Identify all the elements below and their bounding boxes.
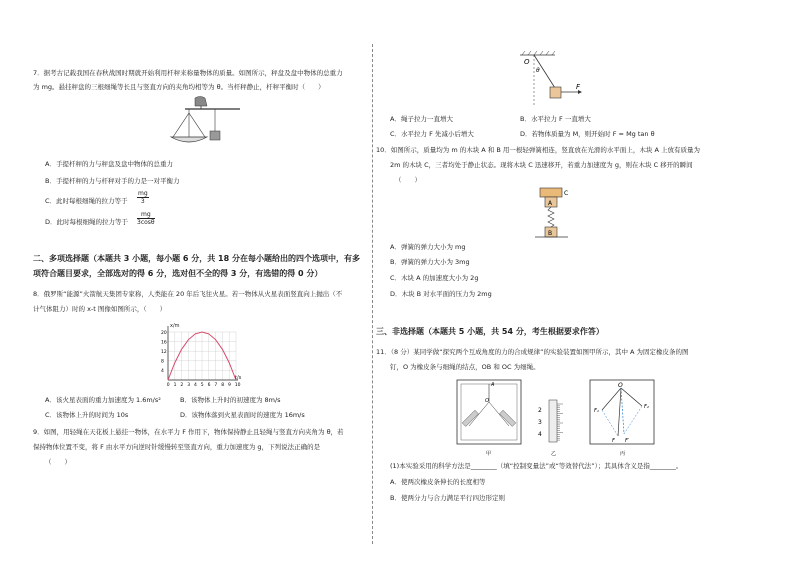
q8-stem-line2: 计气体阻力）时的 x-t 图像如图所示，（ ） xyxy=(33,305,167,313)
hand-icon xyxy=(195,97,207,107)
q10-option-a: A．弹簧的弹力大小为 mg xyxy=(390,243,466,251)
q11-option-b: B．使两分力与合力满足平行四边形定则 xyxy=(390,494,505,502)
q11-stem-line1: 11．（8 分）某同学做“探究两个互成角度的力的合成规律”的实验装置如图甲所示，其中 A 为固定橡皮条的图 xyxy=(376,348,689,356)
scale-label-2: 2 xyxy=(538,407,542,414)
label-c: C xyxy=(564,190,569,197)
q8-option-c: C．该物体上升的时间为 10s xyxy=(45,411,129,419)
figure-yi-caption: 乙 xyxy=(551,451,557,457)
x-tick-label: 10 xyxy=(234,383,241,388)
x-tick-label: 7 xyxy=(214,383,218,388)
y-tick-label: 12 xyxy=(161,350,167,355)
x-tick-label: 0 xyxy=(166,383,170,388)
q7-option-d-fraction: $\frac{mg}{3\cos\theta}$ xyxy=(137,211,155,226)
q9-stem-line2: 保持物体位置不变，将 F 由水平方向逆时针缓慢转至竖直方向，重力加速度为 g，下列说法正确的是 xyxy=(33,443,321,451)
label-theta: θ xyxy=(536,67,540,74)
q7-steelyard-figure xyxy=(165,95,245,150)
label-f2: F₂ xyxy=(644,404,649,410)
section2-heading-line2: 项符合题目要求，全部选对的得 6 分，选对但不全的得 3 分，有选错的得 0 分） xyxy=(33,269,323,278)
q7-option-b: B．手提杆秤的力与杆秤对手的力是一对平衡力 xyxy=(45,177,180,185)
x-tick-label: 8 xyxy=(221,383,225,388)
q10-stem-line2: 2m 的木块 C，三者均处于静止状态。现将木块 C 迅速移开，若重力加速度为 g，则在木块 C 移开的瞬间 xyxy=(390,161,693,169)
q10-stem-line3: （ ） xyxy=(395,176,421,184)
x-tick-label: 2 xyxy=(180,383,184,388)
q7-stem-line2: 为 mg。悬挂秤盘的三根细绳等长且与竖直方向的夹角均相等为 θ。当杆秤静止，杆秤平衡时（ ） xyxy=(33,83,325,91)
svg-text:O: O xyxy=(618,382,623,389)
y-tick-label: 20 xyxy=(161,330,167,336)
q9-stem-line1: 9．如图，用轻绳在天花板上悬挂一物体，在水平力 F 作用下，物体保持静止且轻绳与竖直方向夹角为 θ，若 xyxy=(33,428,344,436)
q9-option-a: A．绳子拉力一直增大 xyxy=(390,115,453,123)
q11-sub1: (1)本实验采用的科学方法是________（填“控制变量法”或“等效替代法”）；其具体含义是指________。 xyxy=(390,462,683,470)
q7-stem-line1: 7．据考古记载我国在春秋战国时期就开始利用杆秤来称量物体的质量。如图所示，秤盘及盘中物体的总重力 xyxy=(33,69,343,77)
q10-option-d: D．木块 B 对水平面的压力为 2mg xyxy=(390,290,492,298)
q9-option-d: D．若物体质量为 M，则开始时 F = Mg tan θ xyxy=(520,130,655,138)
label-f: F xyxy=(576,83,581,91)
y-tick-label: 8 xyxy=(161,359,164,365)
svg-text:O: O xyxy=(485,398,489,404)
q7-option-a: A．手提杆秤的力与秤盘及盘中物体的总重力 xyxy=(45,160,173,168)
svg-text:A: A xyxy=(491,382,495,388)
q8-option-d: D．该物体落到火星表面时的速度为 16m/s xyxy=(180,411,305,419)
x-tick-label: 9 xyxy=(228,383,231,388)
scale-label-3: 3 xyxy=(538,419,542,426)
q8-xt-chart xyxy=(148,318,248,390)
q7-option-c: C．此时每根细绳的拉力等于 xyxy=(45,197,128,205)
q9-pendulum-figure xyxy=(520,50,590,110)
y-axis-label: x/m xyxy=(170,323,180,329)
column-divider xyxy=(372,44,373,544)
q7-option-d: D．此时每根细绳的拉力等于 xyxy=(45,218,129,226)
q11-figure-jia xyxy=(455,378,525,458)
figure-bing-caption: 丙 xyxy=(620,451,626,457)
y-tick-label: 4 xyxy=(161,369,164,375)
x-tick-label: 6 xyxy=(207,383,211,388)
q10-blocks-figure xyxy=(530,185,580,241)
figure-jia-caption: 甲 xyxy=(486,451,492,457)
label-f1: F₁ xyxy=(594,408,599,414)
q10-option-b: B．弹簧的弹力大小为 3mg xyxy=(390,258,470,266)
scale-label-4: 4 xyxy=(538,431,542,438)
x-tick-label: 1 xyxy=(173,383,177,388)
label-f: F xyxy=(612,438,615,444)
q11-option-a: A．使两次橡皮条伸长的长度相等 xyxy=(390,478,486,486)
q11-figure-yi xyxy=(535,398,575,458)
q8-option-a: A．该火星表面的重力加速度为 1.6m/s² xyxy=(45,396,161,404)
q8-option-b: B．该物体上升时的初速度为 8m/s xyxy=(180,396,281,404)
label-f-prime: F′ xyxy=(625,438,630,444)
q9-option-b: B．水平拉力 F 一直增大 xyxy=(520,115,591,123)
q9-option-c: C．水平拉力 F 先减小后增大 xyxy=(390,130,474,138)
q7-option-c-fraction: $\frac{mg}{3}$ xyxy=(138,190,148,205)
section3-heading: 三、非选择题（本题共 5 小题，共 54 分，考生根据要求作答） xyxy=(376,327,604,336)
x-tick-label: 4 xyxy=(194,383,197,388)
q10-stem-line1: 10．如图所示，质量均为 m 的木块 A 和 B 用一根轻弹簧相连，竖直放在光滑的水平面上，木块 A 上放有质量为 xyxy=(376,146,700,154)
y-tick-label: 16 xyxy=(161,340,167,346)
x-tick-label: 3 xyxy=(187,383,191,388)
q9-stem-line3: （ ） xyxy=(45,458,71,466)
label-o: O xyxy=(524,58,530,66)
section2-heading-line1: 二、多项选择题（本题共 3 小题，每小题 6 分，共 18 分在每小题给出的四个选项中，有多 xyxy=(33,254,360,263)
label-b: B xyxy=(548,230,553,237)
x-tick-label: 5 xyxy=(200,383,204,388)
q11-stem-line2: 钉，O 为橡皮条与细绳的结点，OB 和 OC 为细绳。 xyxy=(390,363,540,371)
label-a: A xyxy=(548,200,553,207)
q11-figure-bing xyxy=(588,378,658,458)
q8-stem-line1: 8．俄罗斯“能源”火箭航天集团专家称，人类能在 20 年后飞往火星。若一物体从火星表面竖直向上抛出（不 xyxy=(33,290,343,298)
x-axis-label: t/s xyxy=(235,375,242,381)
q10-option-c: C．木块 A 的加速度大小为 2g xyxy=(390,274,479,282)
